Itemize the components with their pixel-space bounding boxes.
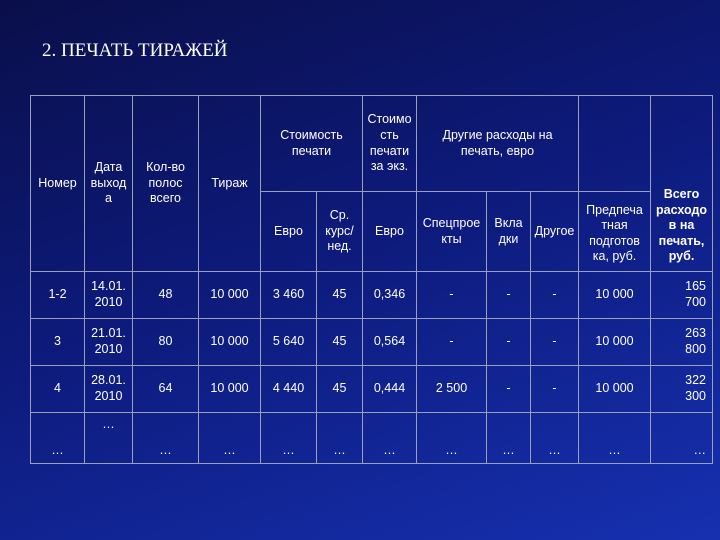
cell-total: … (651, 413, 713, 464)
cell-other: … (531, 413, 579, 464)
cell-pages: 64 (133, 366, 199, 413)
cell-total: 165 700 (651, 272, 713, 319)
cell-euro: … (261, 413, 317, 464)
cell-pages: … (133, 413, 199, 464)
table-row (31, 366, 713, 413)
cell-per-copy: … (363, 413, 417, 464)
slide-title: 2. ПЕЧАТЬ ТИРАЖЕЙ (42, 40, 228, 61)
header-print-cost: Стоимость печати (261, 96, 363, 192)
print-runs-table (30, 95, 713, 464)
cell-inserts: - (487, 366, 531, 413)
header-avg-rate: Ср. курс/ нед. (317, 192, 363, 272)
header-total-expenses: Всего расходо в на печать, руб. (651, 96, 713, 272)
cell-rate: … (317, 413, 363, 464)
cell-inserts: - (487, 319, 531, 366)
cell-special: - (417, 272, 487, 319)
cell-inserts: … (487, 413, 531, 464)
cell-total: 322 300 (651, 366, 713, 413)
cell-prepress: … (579, 413, 651, 464)
cell-number: 1-2 (31, 272, 85, 319)
cell-circulation: 10 000 (199, 272, 261, 319)
cell-prepress: 10 000 (579, 366, 651, 413)
header-other-expenses: Другие расходы на печать, евро (417, 96, 579, 192)
cell-rate: 45 (317, 366, 363, 413)
cell-date: 14.01. 2010 (85, 272, 133, 319)
cell-prepress: 10 000 (579, 272, 651, 319)
cell-prepress: 10 000 (579, 319, 651, 366)
header-print-cost-per-copy: Стоимо сть печати за экз. (363, 96, 417, 192)
cell-rate: 45 (317, 272, 363, 319)
header-pages-total: Кол-во полос всего (133, 96, 199, 272)
cell-date: … (85, 413, 133, 464)
cell-special: 2 500 (417, 366, 487, 413)
cell-other: - (531, 366, 579, 413)
cell-euro: 3 460 (261, 272, 317, 319)
header-euro-per-copy: Евро (363, 192, 417, 272)
cell-circulation: 10 000 (199, 366, 261, 413)
header-inserts: Вкла дки (487, 192, 531, 272)
cell-per-copy: 0,564 (363, 319, 417, 366)
cell-other: - (531, 272, 579, 319)
table-row (31, 272, 713, 319)
cell-special: … (417, 413, 487, 464)
table-row (31, 413, 713, 464)
cell-special: - (417, 319, 487, 366)
cell-total: 263 800 (651, 319, 713, 366)
cell-date: 28.01. 2010 (85, 366, 133, 413)
cell-circulation: … (199, 413, 261, 464)
header-release-date: Дата выход а (85, 96, 133, 272)
cell-circulation: 10 000 (199, 319, 261, 366)
cell-per-copy: 0,444 (363, 366, 417, 413)
header-prepress: Предпеча тная подготов ка, руб. (579, 192, 651, 272)
cell-number: 3 (31, 319, 85, 366)
cell-date: 21.01. 2010 (85, 319, 133, 366)
table-row (31, 319, 713, 366)
cell-rate: 45 (317, 319, 363, 366)
header-special-projects: Спецпрое кты (417, 192, 487, 272)
cell-euro: 5 640 (261, 319, 317, 366)
cell-inserts: - (487, 272, 531, 319)
cell-number: … (31, 413, 85, 464)
cell-pages: 48 (133, 272, 199, 319)
cell-euro: 4 440 (261, 366, 317, 413)
header-number: Номер (31, 96, 85, 272)
cell-pages: 80 (133, 319, 199, 366)
header-circulation: Тираж (199, 96, 261, 272)
print-runs-table-wrapper (30, 95, 713, 464)
header-euro: Евро (261, 192, 317, 272)
header-other: Другое (531, 192, 579, 272)
cell-other: - (531, 319, 579, 366)
cell-number: 4 (31, 366, 85, 413)
cell-per-copy: 0,346 (363, 272, 417, 319)
header-blank (579, 96, 651, 192)
